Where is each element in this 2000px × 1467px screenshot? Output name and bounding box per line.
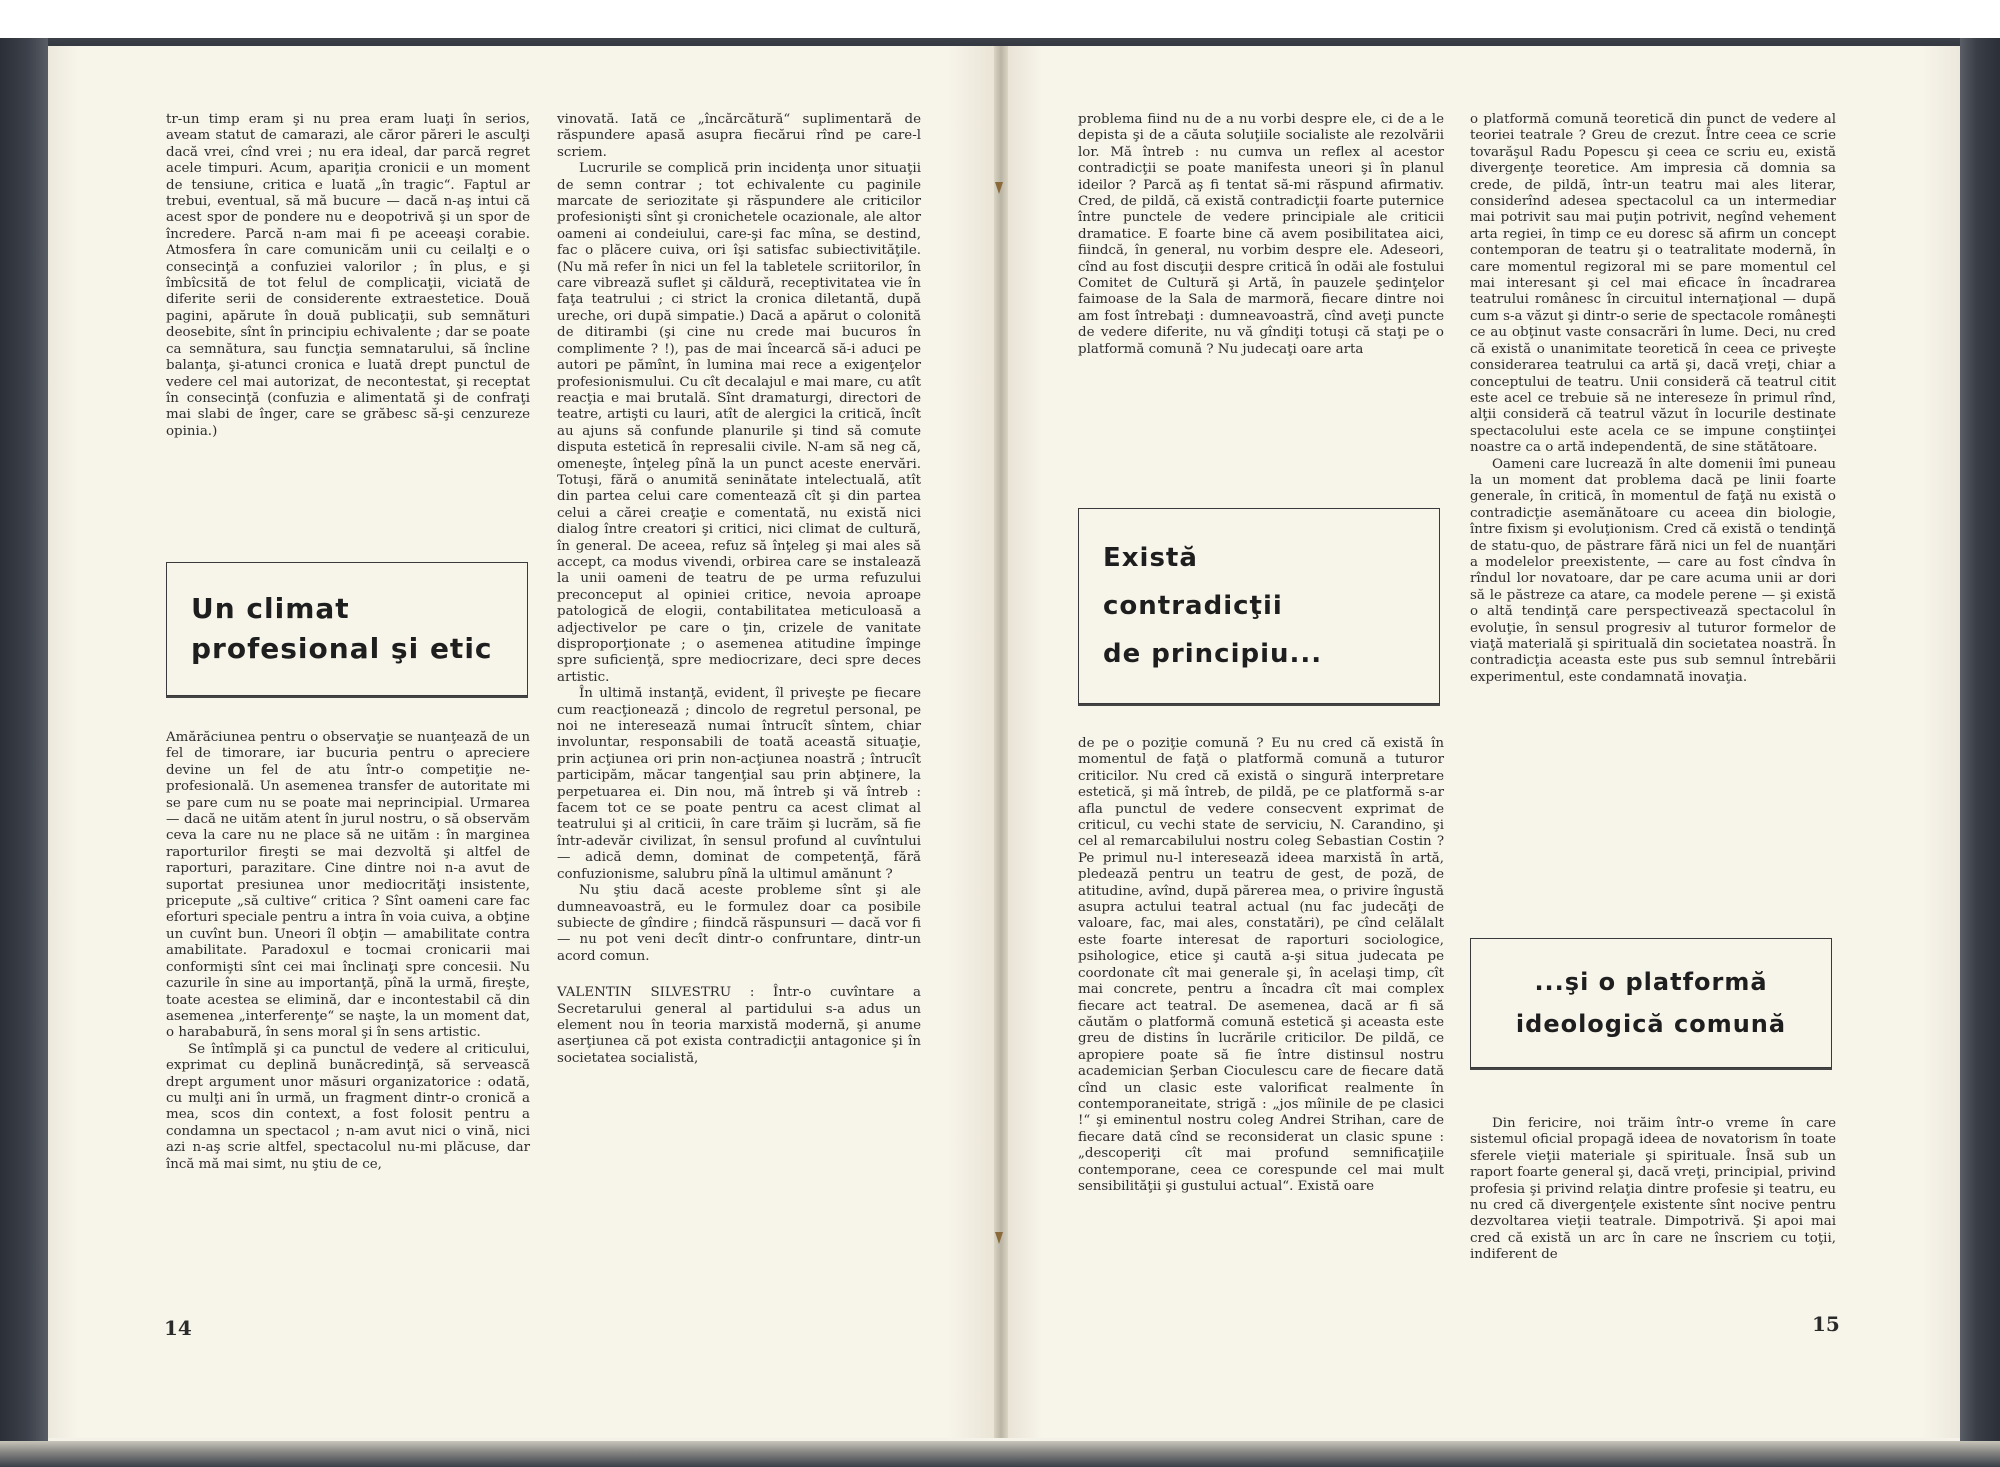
left-page-column-1-lower: [166, 730, 530, 1173]
section-heading-line: Există: [1103, 543, 1198, 573]
book-cover-left-edge: [0, 38, 48, 1467]
section-heading-line: contradicţii: [1103, 591, 1283, 621]
paragraph: vinovată. Iată ce „încărcătură“ suplimentară de răspundere apasă asupra fiecărui rînd pe care-l scriem.: [557, 112, 921, 160]
paragraph: de pe o poziţie comună ? Eu nu cred că există în momentul de faţă o platformă comună a tuturor criticilor. Nu cred că există o singură interpretare estetică, şi mă întreb, de pildă, pe ce platformă s-ar afla punctul de vedere consecvent exprimat de criticul, cu vechi state de serviciu, N. Carandino, şi cel al remarcabilului nostru coleg Sebastian Costin ? Pe primul nu-l interesează ideea marxistă în artă, pledează pentru un teatru de gest, de poză, de atitudine, avînd, după părerea mea, o privire îngustă asupra actului teatral actual (nu fac judecăţi de valoare, fac, mai ales, constatări), pe cînd celălalt este foarte interesat de raporturi sociologice, psihologice, etice şi caută a-şi situa judecata pe coordonate cît mai generale şi, în acelaşi timp, cît mai concrete, pentru a încadra cît mai complex fiecare act teatral. De asemenea, dacă ar fi să căutăm o platformă comună estetică şi aceasta este greu de distins în lucrările criticilor. De pildă, ce apropiere poate să fie între distinsul nostru academician Şerban Cioculescu care de fiecare dată cînd un clasic este valorificat realmente în contemporaneitate, strigă : „jos mîinile de pe clasici !“ şi eminentul nostru coleg Andrei Strihan, care de fiecare dată cînd se reconsiderat un clasic spune : „descoperiţi cît mai profund semnificaţiile contemporane, ceea ce corespunde cel mai mult sensibilităţii şi gustului actual“. Există oare: [1078, 736, 1444, 1194]
paragraph: În ultimă instanţă, evident, îl priveşte pe fiecare cum reacţionează ; dincolo de regretul personal, pe noi ne interesează numai întrucît sîntem, chiar involuntar, responsabili de toată această situaţie, prin acţiunea ori prin non-acţiunea noastră ; întrucît participăm, măcar tangenţial sau prin abţinere, la perpetuarea ei. Din nou, mă întreb şi vă întreb : facem tot ce se poate pentru ca acest climat al teatrului şi al criticii, în care trăim şi lucrăm, să fie într-adevăr civilizat, în sensul profund al cuvîntului — adică demn, dominat de competenţă, fără confuzionisme, salubru pînă la ultimul amănunt ?: [557, 686, 921, 882]
heading-box-climat: [166, 562, 528, 696]
paragraph: Lucrurile se complică prin incidenţa unor situaţii de semn contrar ; tot echivalente cu paginile marcate de seriozitate şi răspundere ale criticilor profesionişti sînt şi cronichetele ocazionale, ale altor oameni ai condeiului, care-şi fac mîna, se destind, fac o plăcere cuiva, ori îşi satisfac subiectivităţile. (Nu mă refer în nici un fel la tabletele scriitorilor, în care vibrează suflet şi căldură, receptivitatea vie în faţa teatrului ; ci strict la cronica diletantă, după ureche, ori după simpatie.) Dacă a apărut o colonită de ditirambi (şi cine nu crede mai bucuros în complimente ? !), pas de mai încearcă să-i aduci pe autori pe pămînt, în lumina mai rece a exigenţelor profesionismului. Cu cît decalajul e mai mare, cu atît reacţia e mai brutală. Sînt dramaturgi, directori de teatre, artişti cu lauri, atît de alergici la critică, încît au ajuns să confunde planurile şi tind să comute disputa estetică în represalii civile. N-am să neg că, omeneşte, înţeleg pînă la un punct aceste enervări. Totuşi, fără o anumită seninătate intelectuală, atît din partea celui care comentează cît şi din partea celui a cărei creaţie e comentată, nu există nici dialog între creatori şi critici, nici climat de cultură, în general. De aceea, refuz să înţeleg şi mai ales să accept, ca modus vivendi, orbirea care se instalează la unii oameni de teatru de pe urma refuzului preconceput al opiniei critice, nevoia aproape patologică de elogii, contabilitatea meticuloasă a adjectivelor pe care o ţin, crizele de vanitate disproporţionate ; o asemenea atitudine împinge spre suficienţă, spre mediocrizare, deci spre deces artistic.: [557, 161, 921, 685]
section-heading-line: de principiu...: [1103, 639, 1323, 669]
heading-box-contradictii: [1078, 508, 1440, 704]
paragraph: tr-un timp eram şi nu prea eram luaţi în serios, aveam statut de camarazi, ale căror păreri le asculţi dacă vrei, cînd vrei ; nu era ideal, dar parcă regret acele timpuri. Acum, apariţia cronicii e un moment de tensiune, critica e luată „în tragic“. Faptul ar trebui, eventual, să mă bucure — dacă n-aş intui că acest spor de pondere nu e deopotrivă şi un spor de încredere. Parcă n-am mai fi pe aceeaşi corabie. Atmosfera în care comunicăm unii cu ceilalţi e o consecinţă a confuziei valorilor ; în plus, e şi îmbîcsită de tot felul de complicaţii, viciată de diferite serii de considerente extraestetice. Două pagini, apărute în două publicaţii, sub semnături deosebite, sînt în principiu echivalente ; dar se poate ca semnătura, sau funcţia semnatarului, să încline balanţa, şi-atunci cronica e luată drept punctul de vedere cel mai autorizat, de necontestat, şi receptat în consecinţă (confuzia e alimentată şi de confraţi mai slabi de înger, care se grăbesc să-şi cenzureze opinia.): [166, 112, 530, 439]
section-heading-line: ...şi o platformă: [1534, 968, 1768, 996]
heading-underline: [1470, 1068, 1832, 1070]
paragraph: o platformă comună teoretică din punct de vedere al teoriei teatrale ? Greu de crezut. Între ceea ce scrie tovarăşul Radu Popescu şi ceea ce scriu eu, există divergenţe teoretice. Am impresia că domnia sa crede, de pildă, într-un teatru mai ales literar, considerînd adesea spectacolul ca un intermediar mai potrivit sau mai puţin potrivit, negînd vehement arta regiei, în timp ce eu doresc să afirm un concept contemporan de teatru şi o teatralitate modernă, în care momentul regizoral mi se pare momentul cel mai interesant şi cel mai eficace în încadrarea teatrului românesc în circuitul internaţional — după cum s-a văzut şi dintr-o serie de spectacole româneşti ce au obţinut vaste consacrări în lume. Deci, nu cred că există o unanimitate teoretică în ceea ce priveşte considerarea teatrului ca artă şi, dacă vreţi, chiar a conceptului de teatru. Unii consideră că teatrul citit este acel ce trebuie să ne intereseze în primul rînd, alţii consideră că teatrul văzut în locurile destinate spectacolului este acela ce se impune conştiinţei noastre ca o artă independentă, de sine stătătoare.: [1470, 112, 1836, 456]
heading-underline: [166, 696, 528, 698]
paragraph: Nu ştiu dacă aceste probleme sînt şi ale dumneavoastră, eu le formulez doar ca posibile subiecte de gîndire ; fiindcă răspunsuri — dacă vor fi — nu pot veni decît dintr-o confruntare, dintr-un acord comun.: [557, 883, 921, 964]
section-heading-line: Un climat: [191, 592, 350, 625]
right-page-column-1: [1078, 112, 1444, 358]
page-number-left: 14: [164, 1316, 192, 1340]
paragraph: Amărăciunea pentru o observaţie se nuanţează de un fel de timorare, iar bucuria pentru o apreciere devine un fel de atu într-o competiţie ne-profesională. Un asemenea transfer de autoritate mi se pare cum nu se poate mai neprincipial. Urmarea — dacă ne uităm atent în jurul nostru, o să observăm ceva la care nu ne place să ne uităm : în marginea raporturilor fireşti se mai dezvoltă şi altfel de raporturi, parazitare. Cine dintre noi n-a avut de suportat presiunea unor mediocrităţi insistente, pricepute „să cultive“ critica ? Sînt oameni care fac eforturi speciale pentru a intra în voia cuiva, a obţine un cuvînt bun. Uneori îl obţin — amabilitate contra amabilitate. Paradoxul e tocmai cronicarii mai conformişti sînt cei mai înclinaţi spre concesii. Nu cazurile în sine au importanţă, pînă la urmă, fireşte, toate acestea se elimină, dar e incontestabil că din asemenea „interferenţe“ se naşte, la un moment dat, o harababură, în sens moral şi în sens artistic.: [166, 730, 530, 1041]
paragraph: problema fiind nu de a nu vorbi despre ele, ci de a le depista şi de a căuta soluţiile socialiste ale rezolvării lor. Mă întreb : nu cumva un reflex al acestor contradicţii se poate manifesta uneori şi în planul ideilor ? Parcă aş fi tentat să-mi răspund afirmativ. Cred, de pildă, că există contradicţii foarte puternice între punctele de vedere principiale ale criticii dramatice. E foarte bine că avem posibilitatea aici, fiindcă, în general, nu vorbim despre ele. Adeseori, cînd au fost discuţii despre critică în odăi ale fostului Comitet de Cultură şi Artă, în pauzele şedinţelor faimoase de la Sala de marmoră, fiecare dintre noi am fost întrebaţi : dumneavoastră, cînd aveţi puncte de vedere diferite, nu vă gîndiţi totuşi că staţi pe o platformă comună ? Nu judecaţi oare arta: [1078, 112, 1444, 357]
section-heading-line: ideologică comună: [1515, 1010, 1787, 1038]
speaker-paragraph: VALENTIN SILVESTRU : Într-o cuvîntare a Secretarului general al partidului s-a adus un element nou în teoria marxistă modernă, şi anume aserţiunea că pot exista contradicţii antagonice şi în societatea socialistă,: [557, 985, 921, 1066]
left-page-column-1: [166, 112, 530, 440]
heading-box-platforma: [1470, 938, 1832, 1068]
paragraph: Oameni care lucrează în alte domenii îmi puneau la un moment dat problema dacă pe linii foarte generale, în critică, în momentul de faţă nu există o contradicţie asemănătoare cu aceea din biologie, între fixism şi evoluţionism. Cred că există o tendinţă de statu-quo, de păstrare fără nici un fel de nuanţări a modelelor preexistente, — care au fost cîndva în rîndul lor novatoare, dar pe care acuma unii ar dori să le păstreze ca atare, ca modele perene — şi există o altă tendinţă care perspectivează spectacolul în evoluţie, în sensul progresiv al tuturor formelor de viaţă materială şi spirituală din societatea noastră. În contradicţia aceasta este pus sub semnul întrebării experimentul, este condamnată inovaţia.: [1470, 456, 1836, 685]
paragraph: Se întîmplă şi ca punctul de vedere al criticului, exprimat cu deplină bunăcredinţă, să servească drept argument unor măsuri organizatorice : odată, cu mulţi ani în urmă, un fragment dintr-o cronică a mea, scos din context, a fost folosit pentru a condamna un spectacol ; n-am avut nici o vină, nici azi n-aş scrie altfel, spectacolul nu-mi plăcuse, dar încă mă mai simt, nu ştiu de ce,: [166, 1041, 530, 1172]
right-page-column-2: [1470, 112, 1836, 686]
right-page-column-2-lower: [1470, 1116, 1836, 1264]
left-page-column-2: [557, 112, 921, 1067]
paragraph: Din fericire, noi trăim într-o vreme în care sistemul oficial propagă ideea de novatorism în toate sferele vieţii materiale şi spirituale. Însă sub un raport foarte general şi, dacă vreţi, principial, privind profesia şi privind relaţia dintre profesie şi teatru, eu nu cred că divergenţele existente sînt nocive pentru dezvoltarea vieţii teatrale. Dimpotrivă. Şi apoi mai cred că există un arc în care ne înscriem cu toţii, indiferent de: [1470, 1116, 1836, 1263]
page-number-right: 15: [1812, 1312, 1840, 1336]
section-heading-line: profesional şi etic: [191, 632, 493, 665]
right-page-column-1-lower: [1078, 736, 1444, 1195]
heading-underline: [1078, 704, 1440, 706]
book-gutter: [994, 46, 1008, 1438]
book-cover-bottom-edge: [0, 1441, 2000, 1467]
book-cover-right-edge: [1960, 38, 2000, 1467]
